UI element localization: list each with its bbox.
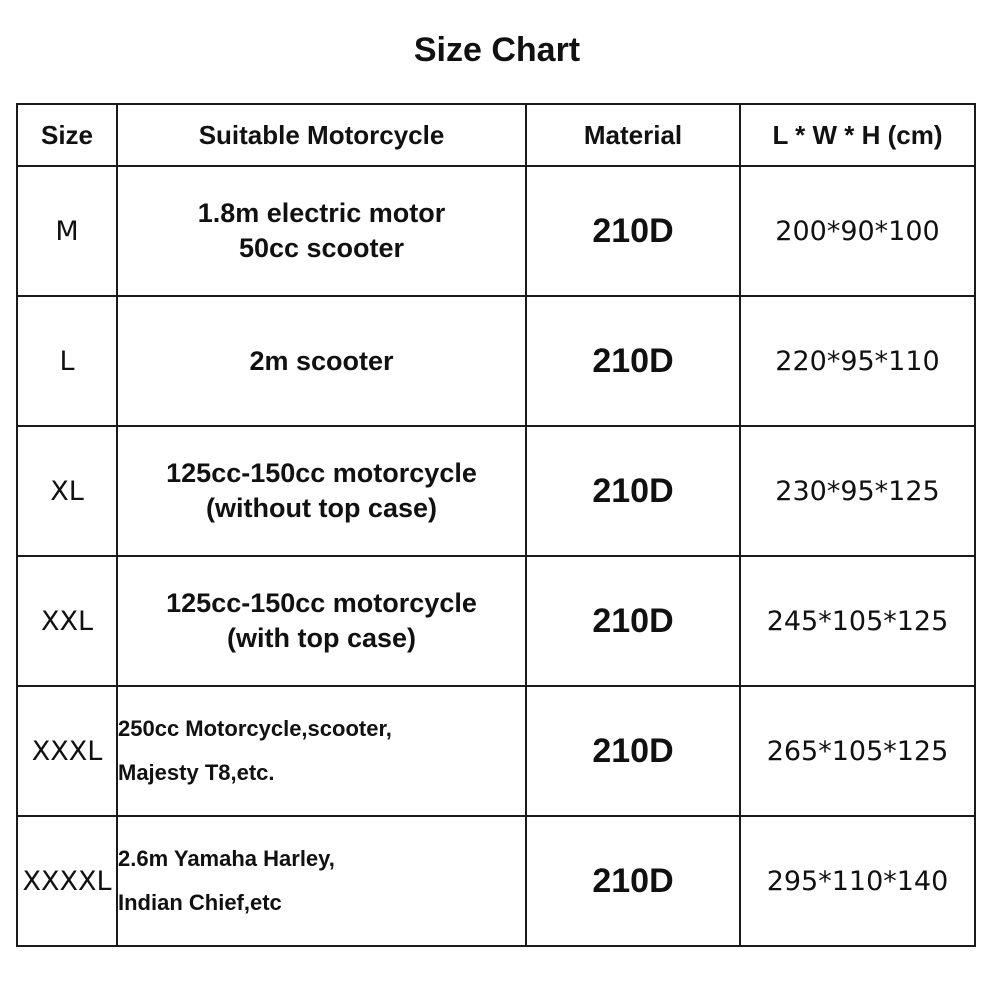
- size-cell: M: [17, 166, 117, 296]
- motorcycle-cell: [117, 166, 526, 296]
- motorcycle-cell: [117, 556, 526, 686]
- size-table: [16, 103, 976, 947]
- size-cell: L: [17, 296, 117, 426]
- material-cell: 210D: [526, 426, 740, 556]
- motorcycle-line: 125cc-150cc motorcycle: [166, 458, 477, 488]
- header-suitable-motorcycle: Suitable Motorcycle: [117, 104, 526, 166]
- motorcycle-line: 2.6m Yamaha Harley,: [118, 846, 335, 871]
- motorcycle-line: Majesty T8,etc.: [118, 760, 275, 785]
- dimensions-cell: 245*105*125: [740, 556, 975, 686]
- size-cell: XXXXL: [17, 816, 117, 946]
- dimensions-cell: 230*95*125: [740, 426, 975, 556]
- table-row: [17, 556, 975, 686]
- size-cell: XXXL: [17, 686, 117, 816]
- motorcycle-line: 2m scooter: [249, 345, 394, 376]
- dimensions-cell: 265*105*125: [740, 686, 975, 816]
- page-title: Size Chart: [413, 31, 581, 69]
- table-header-row: [17, 104, 975, 166]
- material-cell: 210D: [526, 166, 740, 296]
- motorcycle-cell: [117, 816, 526, 946]
- motorcycle-line: 125cc-150cc motorcycle: [166, 588, 477, 618]
- table-row: [17, 426, 975, 556]
- size-cell: XXL: [17, 556, 117, 686]
- material-cell: 210D: [526, 296, 740, 426]
- motorcycle-line: 1.8m electric motor: [197, 198, 446, 228]
- header-size: Size: [17, 104, 117, 166]
- header-material: Material: [526, 104, 740, 166]
- motorcycle-cell: [117, 296, 526, 426]
- material-cell: 210D: [526, 556, 740, 686]
- material-cell: 210D: [526, 816, 740, 946]
- motorcycle-line: 250cc Motorcycle,scooter,: [118, 716, 392, 741]
- motorcycle-line: Indian Chief,etc: [118, 890, 282, 915]
- dimensions-cell: 200*90*100: [740, 166, 975, 296]
- dimensions-cell: 295*110*140: [740, 816, 975, 946]
- motorcycle-line: (without top case): [206, 493, 437, 523]
- table-row: [17, 686, 975, 816]
- motorcycle-cell: [117, 686, 526, 816]
- table-row: [17, 296, 975, 426]
- table-row: [17, 166, 975, 296]
- motorcycle-line: 50cc scooter: [238, 233, 405, 263]
- motorcycle-line: (with top case): [226, 623, 416, 653]
- size-cell: XL: [17, 426, 117, 556]
- header-dimensions: L * W * H (cm): [740, 104, 975, 166]
- material-cell: 210D: [526, 686, 740, 816]
- table-row: [17, 816, 975, 946]
- dimensions-cell: 220*95*110: [740, 296, 975, 426]
- motorcycle-cell: [117, 426, 526, 556]
